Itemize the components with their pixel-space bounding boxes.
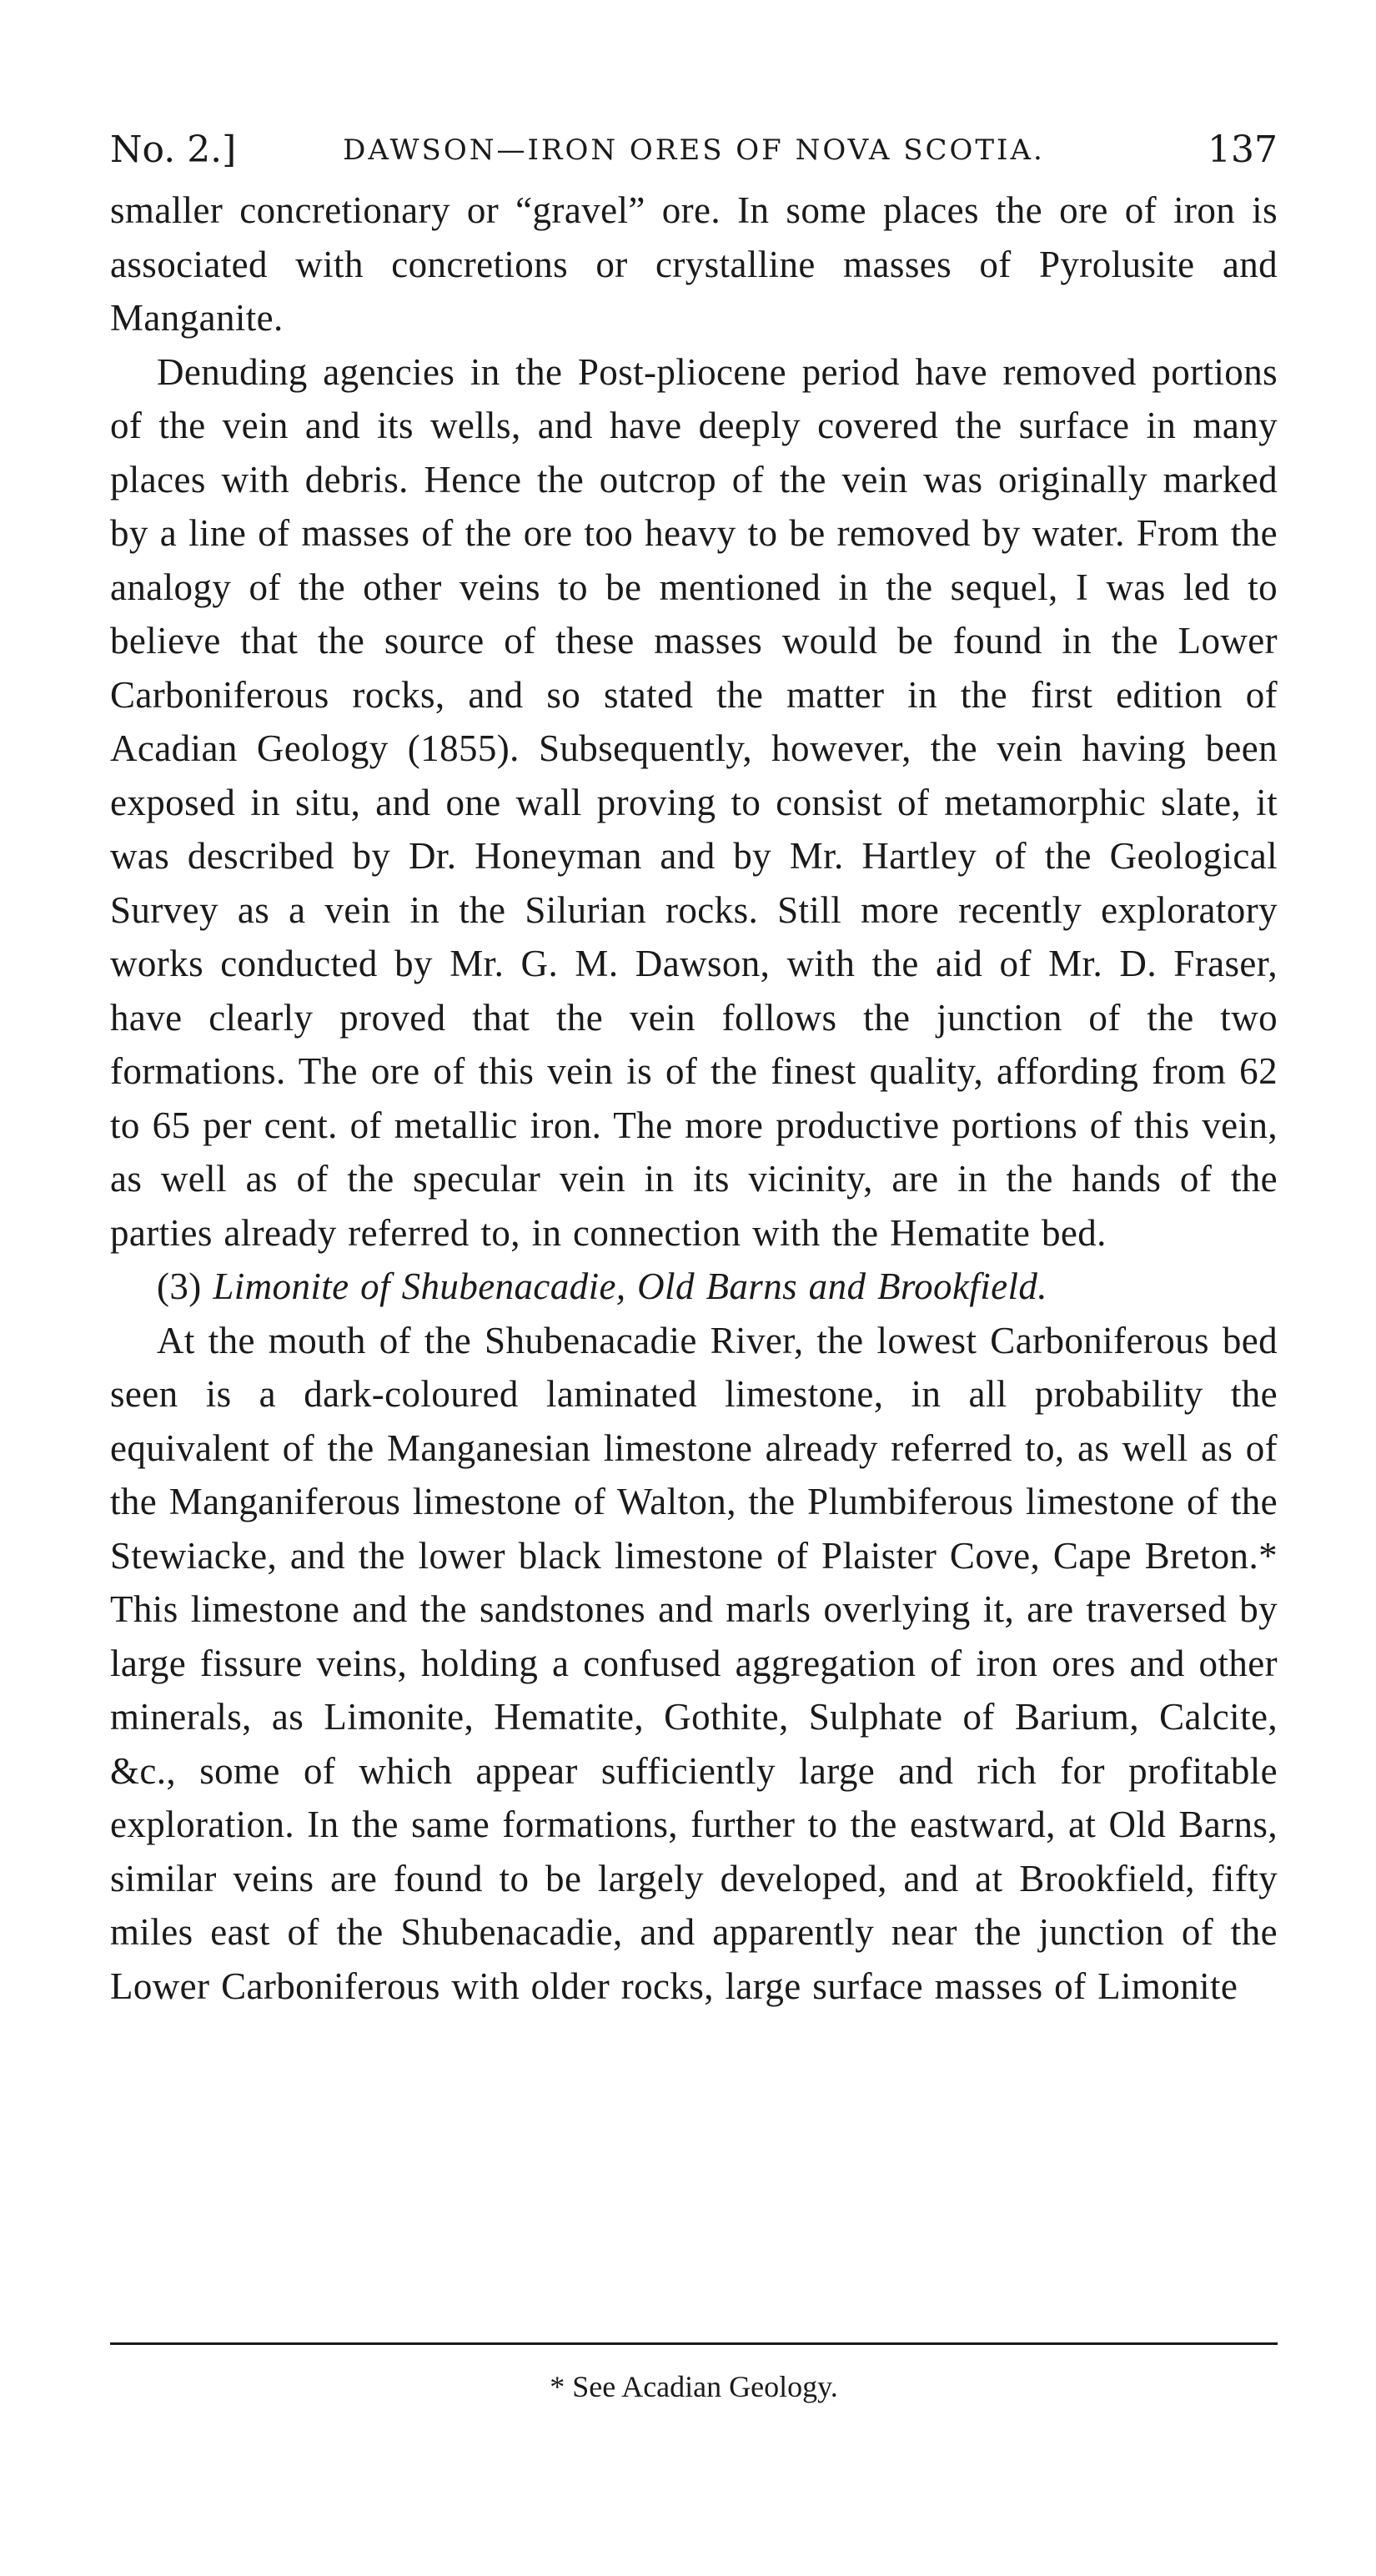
section-title: Limonite of Shubenacadie, Old Barns and Brookfield. — [213, 1265, 1047, 1307]
paragraph-shubenacadie: At the mouth of the Shubenacadie River, the lowest Carboniferous bed seen is a dark-coloured laminated limestone, in all probability the equivalent of the Manganesian limestone already referred to, as well as of the Manganiferous limestone of Walton, the Plumbiferous limestone of the Stewiacke, and the lower black limestone of Plaister Cove, Cape Breton.* This limestone and the sandstones and marls overlying it, are traversed by large fissure veins, holding a confused aggregation of iron ores and other minerals, as Limonite, Hematite, Gothite, Sulphate of Barium, Calcite, &c., some of which appear sufficiently large and rich for profitable exploration. In the same formations, further to the eastward, at Old Barns, similar veins are found to be largely developed, and at Brookfield, fifty miles east of the Shubenacadie, and apparently near the junction of the Lower Carboniferous with older rocks, large surface masses of Limonite — [110, 1319, 1278, 2007]
paragraph-denuding-agencies: Denuding agencies in the Post-pliocene period have removed portions of the vein and its wells, and have deeply covered the surface in many places with debris. Hence the outcrop of the vein was originally marked by a line of masses of the ore too heavy to be removed by water. From the analogy of the other veins to be mentioned in the sequel, I was led to believe that the source of these masses would be found in the Lower Carboniferous rocks, and so stated the matter in the first edition of Acadian Geology (1855). Subsequently, however, the vein having been exposed in situ, and one wall proving to consist of metamorphic slate, it was described by Dr. Honeyman and by Mr. Hartley of the Geological Survey as a vein in the Silurian rocks. Still more recently exploratory works conducted by Mr. G. M. Dawson, with the aid of Mr. D. Fraser, have clearly proved that the vein follows the junction of the two formations. The ore of this vein is of the finest quality, affording from 62 to 65 per cent. of metallic iron. The more productive portions of this vein, as well as of the specular vein in its vicinity, are in the hands of the parties already referred to, in connection with the Hematite bed. — [110, 350, 1278, 1254]
running-head — [110, 117, 1278, 184]
page-number: 137 — [1208, 128, 1278, 171]
section-heading — [110, 1260, 1278, 1314]
paragraph-continued: smaller concretionary or “gravel” ore. In some places the ore of iron is associated with concretions or crystalline masses of Pyrolusite and Manganite. — [110, 189, 1278, 339]
body-text — [110, 184, 1278, 2013]
footnote-rule — [110, 2342, 1278, 2345]
section-number: (3) — [157, 1265, 202, 1307]
book-page — [110, 117, 1278, 2403]
issue-number: No. 2.] — [110, 128, 237, 171]
footnote: * See Acadian Geology. — [550, 2370, 838, 2403]
running-title: DAWSON—IRON ORES OF NOVA SCOTIA. — [343, 133, 1045, 167]
